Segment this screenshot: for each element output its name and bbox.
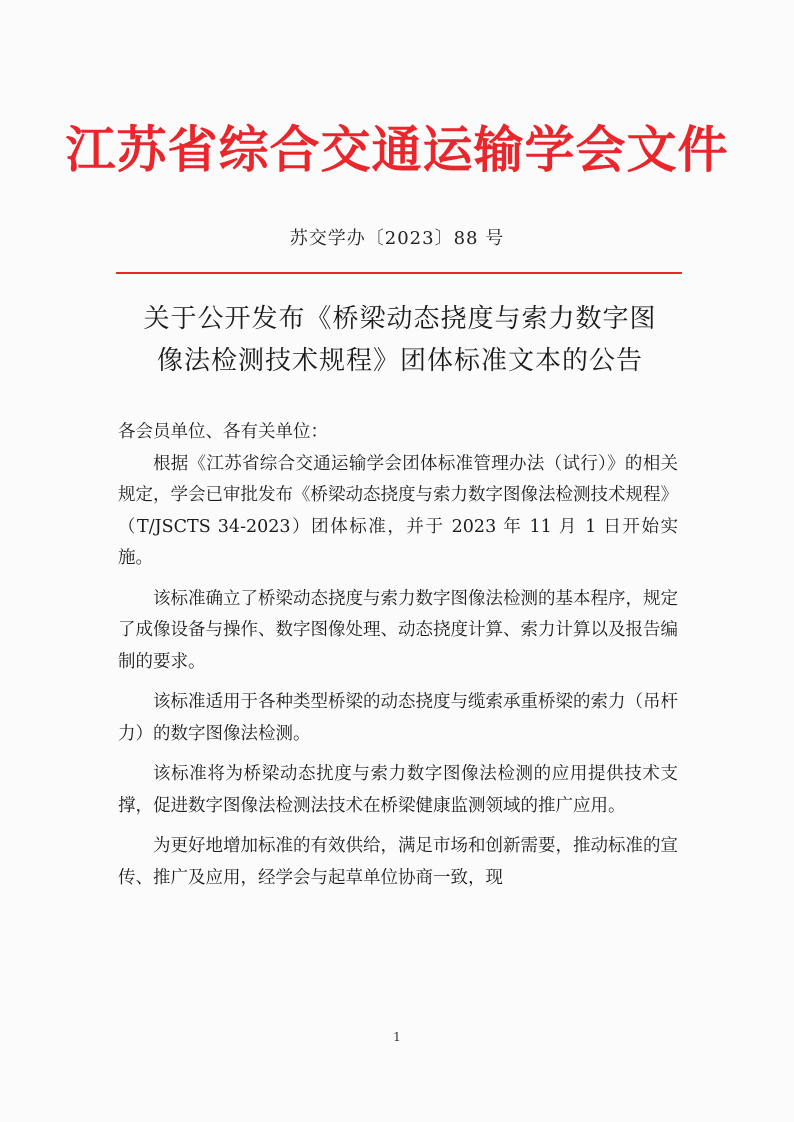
paragraph-scope-content: 该标准确立了桥梁动态挠度与索力数字图像法检测的基本程序，规定了成像设备与操作、数字图像处理、动态挠度计算、索力计算以及报告编制的要求。 bbox=[118, 588, 678, 672]
notice-title-line-2: 像法检测技术规程》团体标准文本的公告 bbox=[156, 346, 643, 376]
page-number: 1 bbox=[393, 1030, 401, 1044]
salutation: 各会员单位、各有关单位： bbox=[118, 422, 328, 442]
notice-title bbox=[100, 298, 700, 382]
paragraph-applicability: 该标准适用于各种类型桥梁的动态挠度与缆索承重桥梁的索力（吊杆力）的数字图像法检测。 bbox=[118, 692, 678, 744]
notice-body bbox=[118, 417, 678, 903]
document-number: 苏交学办〔2023〕88 号 bbox=[289, 228, 505, 249]
paragraph-promotion: 为更好地增加标准的有效供给，满足市场和创新需要，推动标准的宣传、推广及应用，经学会与起草单位协商一致，现 bbox=[118, 836, 678, 888]
paragraph-basis: 根据《江苏省综合交通运输学会团体标准管理办法（试行）》的相关规定，学会已审批发布《桥梁动态挠度与索力数字图像法检测技术规程》（T/JSCTS 34-2023）团体标准，并于 2023 年 11 月 1 日开始实施。 bbox=[118, 453, 678, 568]
notice-title-line-1: 关于公开发布《桥梁动态挠度与索力数字图 bbox=[143, 304, 657, 334]
paragraph-significance: 该标准将为桥梁动态扰度与索力数字图像法检测的应用提供技术支撑，促进数字图像法检测法技术在桥梁健康监测领域的推广应用。 bbox=[118, 764, 678, 816]
org-masthead: 江苏省综合交通运输学会文件 bbox=[65, 120, 729, 179]
red-divider-line bbox=[116, 272, 682, 274]
